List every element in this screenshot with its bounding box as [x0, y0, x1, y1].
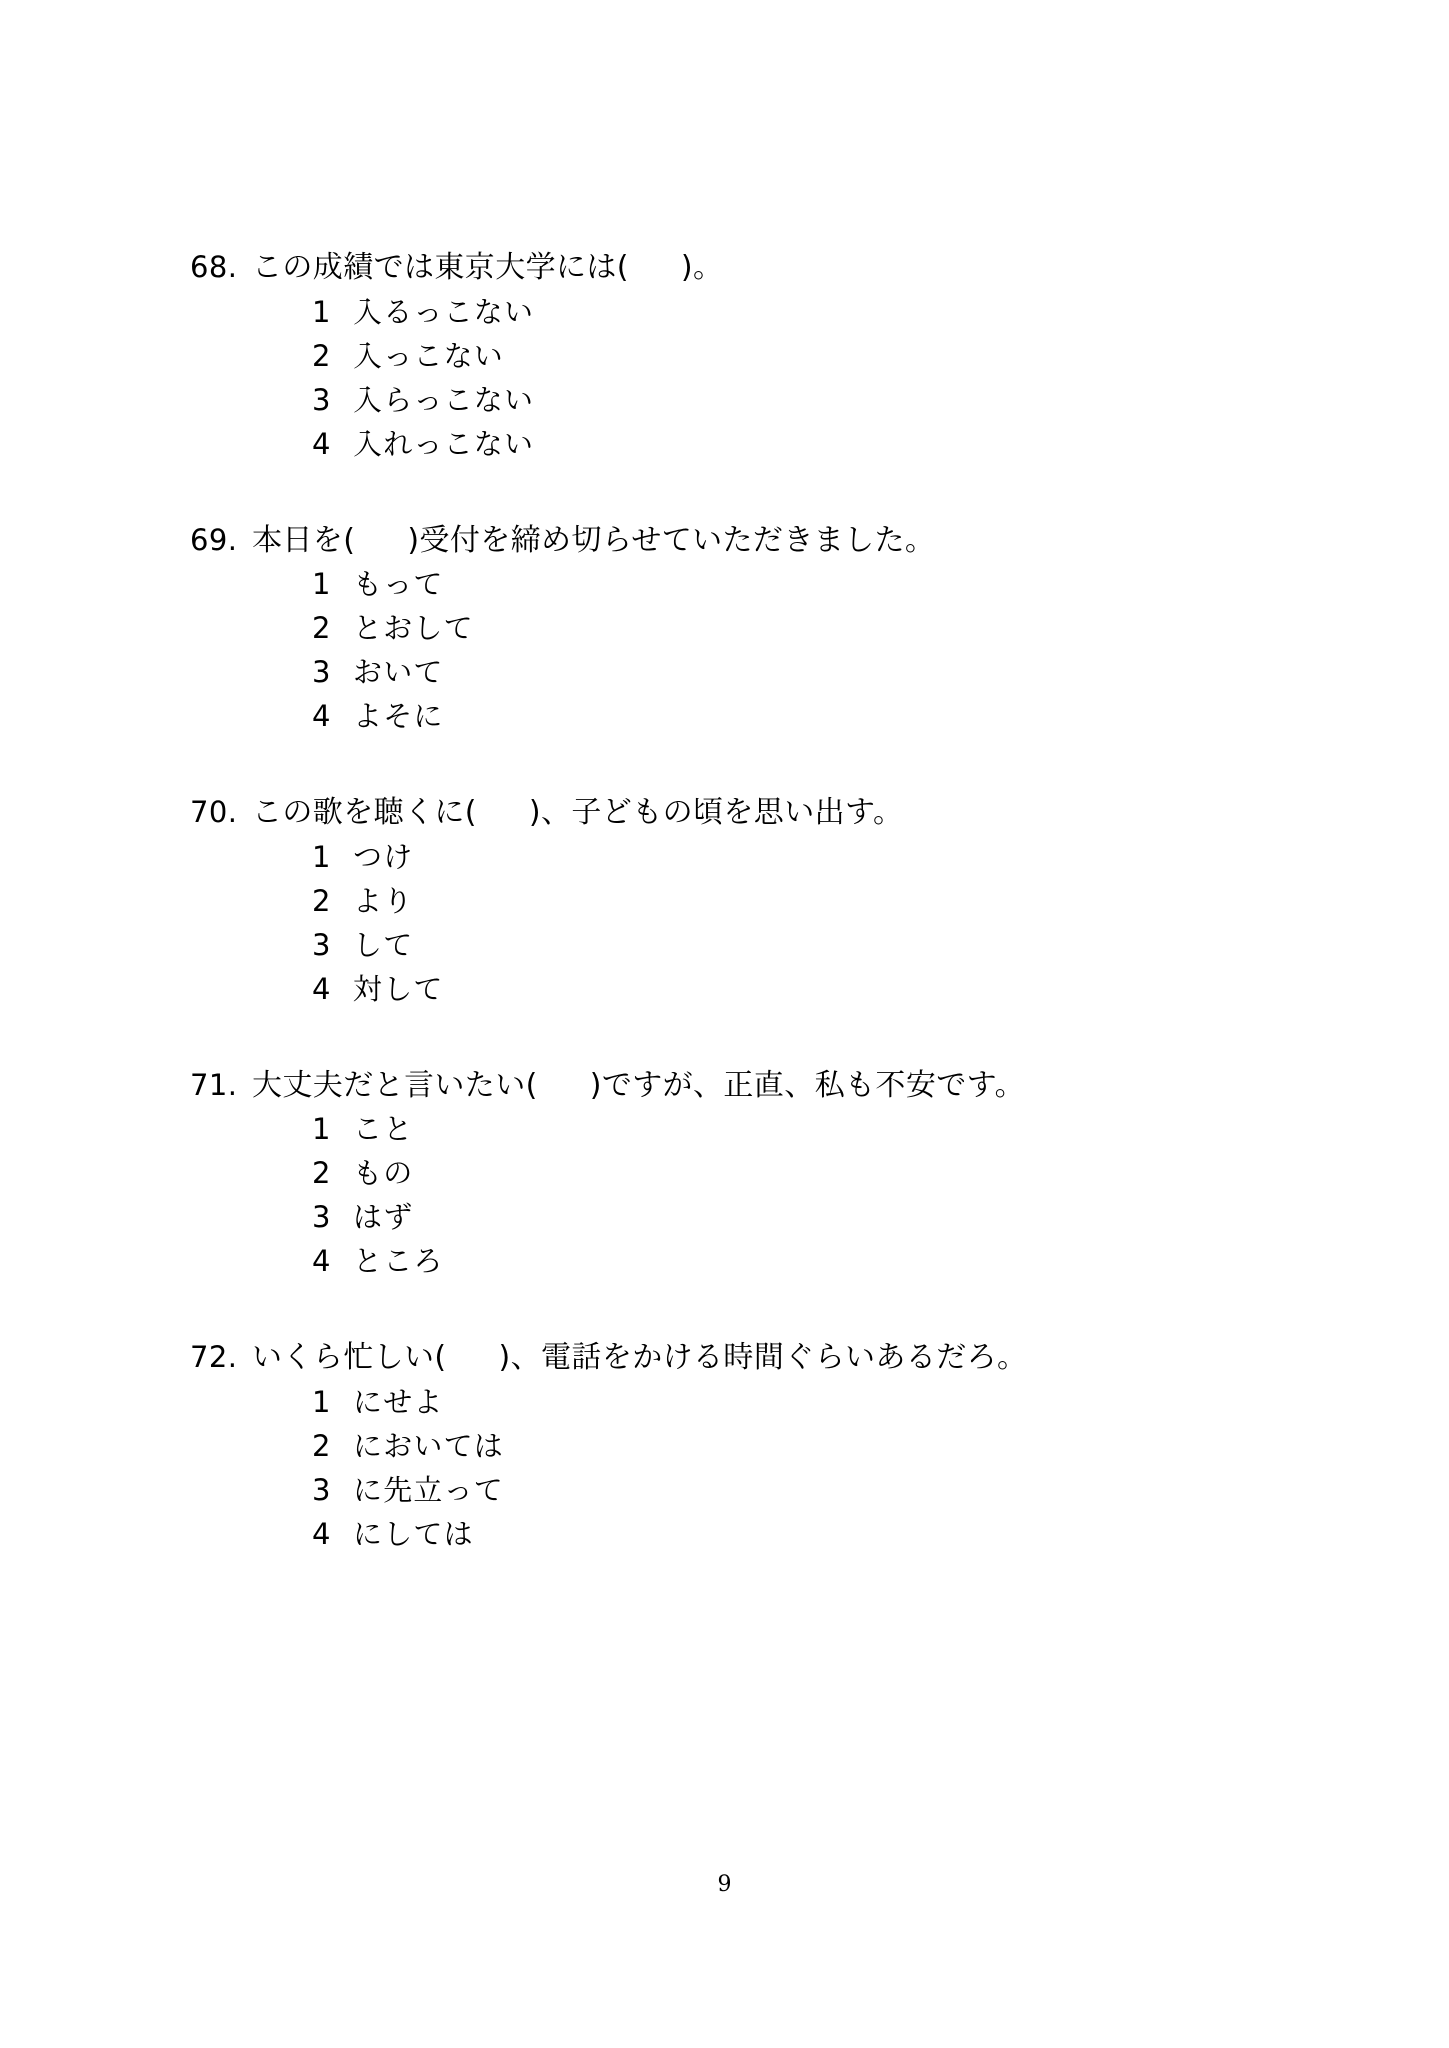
option-item[interactable] — [312, 611, 1290, 646]
option-label: もの — [353, 1156, 414, 1191]
question-number: 71. — [190, 1067, 238, 1102]
option-item[interactable] — [312, 1472, 1290, 1507]
option-item[interactable] — [312, 1200, 1290, 1235]
question-text-after-blank: )。 — [680, 250, 724, 285]
question-line — [190, 1338, 1290, 1378]
question-line — [190, 521, 1290, 561]
option-item[interactable] — [312, 382, 1290, 417]
option-label: よそに — [353, 699, 444, 734]
option-item[interactable] — [312, 294, 1290, 329]
option-number: 2 — [312, 1428, 331, 1463]
option-number: 4 — [312, 426, 331, 461]
option-number: 1 — [312, 567, 331, 602]
question-text-after-blank: )、子どもの頃を思い出す。 — [528, 795, 904, 831]
option-label: おいて — [353, 655, 444, 690]
option-number: 4 — [312, 699, 331, 734]
option-label: はず — [353, 1200, 414, 1235]
option-number: 1 — [312, 294, 331, 329]
question-text-after-blank: )、電話をかける時間ぐらいあるだろ。 — [498, 1340, 1028, 1376]
option-item[interactable] — [312, 927, 1290, 962]
option-list — [190, 1112, 1290, 1279]
option-number: 3 — [312, 1472, 331, 1507]
option-number: 2 — [312, 883, 331, 918]
option-item[interactable] — [312, 567, 1290, 602]
question-number: 70. — [190, 795, 238, 830]
option-item[interactable] — [312, 1156, 1290, 1191]
option-label: こと — [353, 1112, 414, 1147]
question-line — [190, 1066, 1290, 1106]
option-number: 1 — [312, 1112, 331, 1147]
question-text-before-blank: 本日を( — [252, 522, 356, 558]
option-item[interactable] — [312, 1516, 1290, 1551]
option-number: 2 — [312, 1156, 331, 1191]
question-block — [190, 1066, 1290, 1277]
option-item[interactable] — [312, 839, 1290, 874]
option-label: もって — [353, 567, 444, 602]
option-label: 対して — [353, 971, 444, 1006]
option-number: 4 — [312, 1516, 331, 1551]
option-number: 2 — [312, 611, 331, 646]
option-number: 3 — [312, 382, 331, 417]
question-text-before-blank: 大丈夫だと言いたい( — [252, 1067, 538, 1103]
option-label: 入らっこない — [353, 382, 535, 417]
option-label: 入るっこない — [353, 294, 535, 329]
option-label: とおして — [353, 611, 474, 646]
option-number: 1 — [312, 839, 331, 874]
question-block — [190, 1338, 1290, 1549]
option-label: においては — [353, 1428, 505, 1463]
question-text-before-blank: この成績では東京大学には( — [252, 250, 629, 285]
question-block — [190, 521, 1290, 732]
option-list — [190, 294, 1290, 461]
option-item[interactable] — [312, 971, 1290, 1006]
option-label: より — [353, 883, 414, 918]
option-label: つけ — [353, 839, 414, 874]
question-block — [190, 793, 1290, 1004]
option-item[interactable] — [312, 426, 1290, 461]
option-label: 入れっこない — [353, 426, 535, 461]
option-number: 4 — [312, 971, 331, 1006]
option-list — [190, 567, 1290, 734]
page-number: 9 — [717, 1872, 732, 1897]
option-list — [190, 1384, 1290, 1551]
option-label: にせよ — [353, 1384, 444, 1419]
question-text-before-blank: いくら忙しい( — [252, 1340, 447, 1376]
question-number: 68. — [190, 250, 238, 284]
questions-container — [190, 248, 1290, 1549]
option-item[interactable] — [312, 1244, 1290, 1279]
question-block — [190, 248, 1290, 459]
question-text-before-blank: この歌を聴くに( — [252, 795, 477, 831]
option-number: 1 — [312, 1384, 331, 1419]
option-label: にしては — [353, 1516, 474, 1551]
option-item[interactable] — [312, 655, 1290, 690]
option-number: 2 — [312, 338, 331, 373]
option-item[interactable] — [312, 338, 1290, 373]
option-item[interactable] — [312, 699, 1290, 734]
option-item[interactable] — [312, 1428, 1290, 1463]
option-item[interactable] — [312, 1384, 1290, 1419]
question-number: 69. — [190, 522, 238, 557]
question-text-after-blank: )受付を締め切らせていただきました。 — [407, 522, 936, 558]
option-list — [190, 839, 1290, 1006]
option-label: して — [353, 927, 414, 962]
question-number: 72. — [190, 1340, 238, 1375]
option-number: 3 — [312, 1200, 331, 1235]
option-item[interactable] — [312, 883, 1290, 918]
option-label: に先立って — [353, 1472, 505, 1507]
option-number: 3 — [312, 655, 331, 690]
option-number: 3 — [312, 927, 331, 962]
option-number: 4 — [312, 1244, 331, 1279]
question-line — [190, 793, 1290, 833]
option-label: 入っこない — [353, 338, 505, 373]
option-label: ところ — [353, 1244, 444, 1279]
question-text-after-blank: )ですが、正直、私も不安です。 — [589, 1067, 1026, 1103]
option-item[interactable] — [312, 1112, 1290, 1147]
question-line — [190, 248, 1290, 288]
